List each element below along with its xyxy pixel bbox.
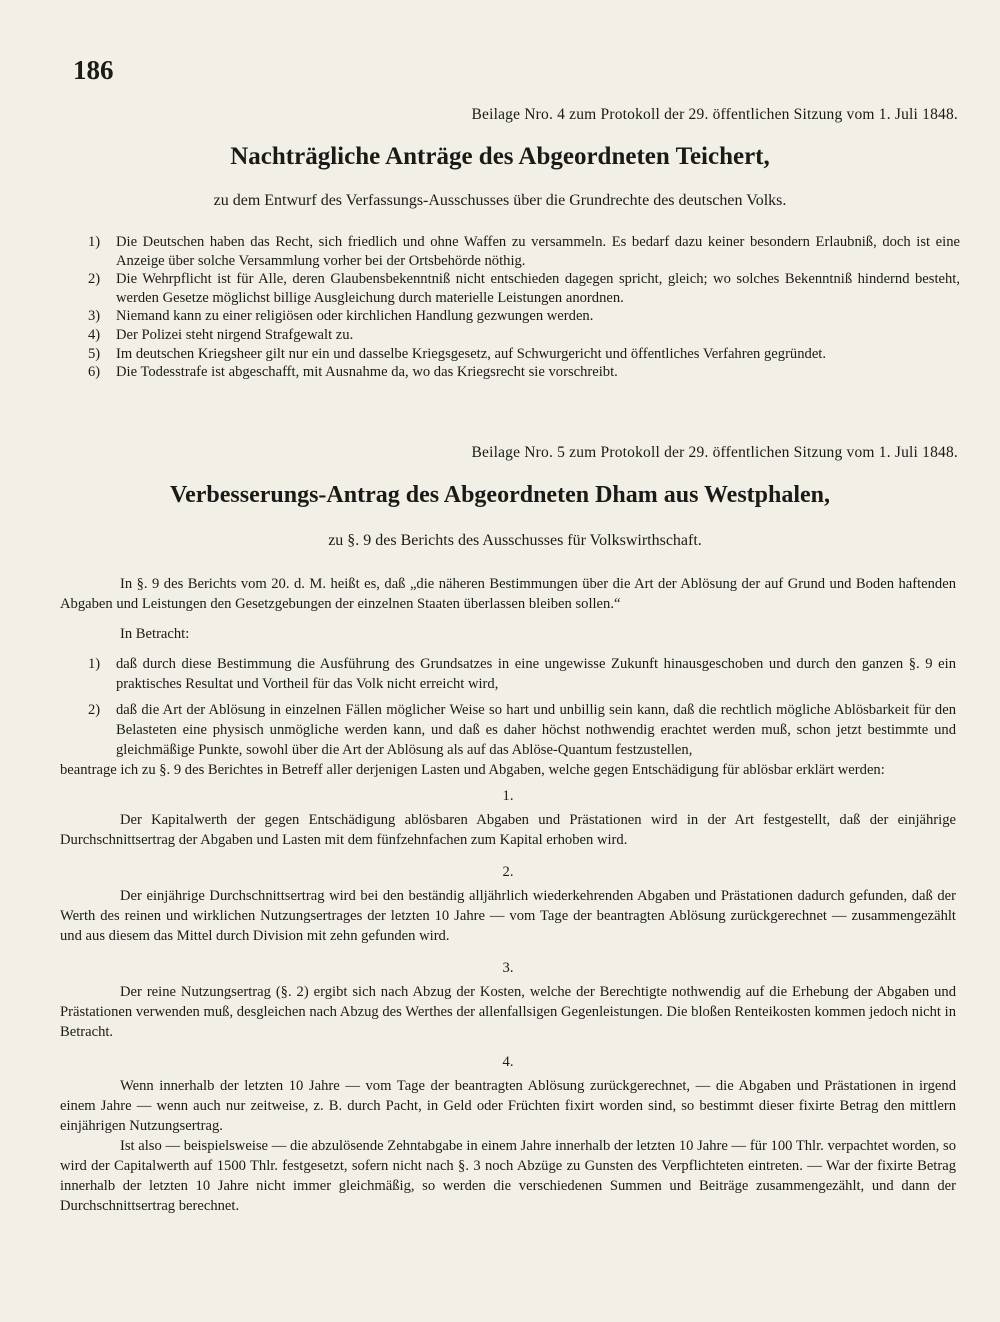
section-paragraph: Ist also — beispielsweise — die abzulösende Zehntabgabe in einem Jahre innerhalb der letzten 10 Jahre — für 100 Thlr. verpachtet worden, so wird der Capitalwerth auf 1500 Thlr. festgesetzt, sofern nicht nach §. 3 noch Abzüge zu Gunsten des Verpflichteten eintreten. — War der fixirte Betrag innerhalb der letzten 10 Jahre nicht immer gleichmäßig, so werden die verschiedenen Summen und Beiträge zusammengezählt, und dann der Durchschnittsertrag berechnet. [60, 1138, 956, 1214]
in-betracht-label: In Betracht: [120, 626, 190, 642]
subtitle-dham: zu §. 9 des Berichts des Ausschusses für Volkswirthschaft. [328, 532, 702, 549]
teichert-antraege-list [88, 233, 960, 382]
section-number: 3. [502, 960, 514, 976]
section-3 [60, 958, 956, 1042]
title-teichert: Nachträgliche Anträge des Abgeordneten Teichert, [230, 143, 770, 170]
subtitle-teichert: zu dem Entwurf des Verfassungs-Ausschusses über die Grundrechte des deutschen Volks. [213, 192, 787, 209]
list-item: 2) Die Wehrpflicht ist für Alle, deren Glaubensbekenntniß nicht entschieden dagegen spricht, gleich; wo solches Bekenntniß hindernd besteht, werden Gesetze möglichst billige Ausgleichung durch materielle Leistungen anordnen. [88, 271, 960, 306]
list-item: 4) Der Polizei steht nirgend Strafgewalt zu. [88, 326, 354, 343]
section-4 [60, 1052, 956, 1216]
section-2 [60, 862, 956, 946]
section-paragraph: Der Kapitalwerth der gegen Entschädigung ablösbaren Abgaben und Prästationen wird in der Art festgestellt, daß der einjährige Durchschnittsertrag der Abgaben und Lasten mit dem fünfzehnfachen zum Kapital erhoben wird. [60, 812, 956, 848]
list-item: 1) daß durch diese Bestimmung die Ausführung des Grundsatzes in eine ungewisse Zukunft hinausgeschoben und durch den ganzen §. 9 ein praktisches Resultat und Vortheil für das Volk nicht erreicht wird, [88, 656, 956, 692]
beilage-4-header: Beilage Nro. 4 zum Protokoll der 29. öffentlichen Sitzung vom 1. Juli 1848. [471, 106, 958, 123]
beilage-5-header: Beilage Nro. 5 zum Protokoll der 29. öffentlichen Sitzung vom 1. Juli 1848. [471, 444, 958, 461]
list-item: 5) Im deutschen Kriegsheer gilt nur ein und dasselbe Kriegsgesetz, auf Schwurgericht und öffentliches Verfahren gegründet. [88, 345, 827, 362]
beantrage-paragraph: beantrage ich zu §. 9 des Berichtes in Betreff aller derjenigen Lasten und Abgaben, welche gegen Entschädigung für ablösbar erklärt werden: [60, 762, 885, 778]
section-1 [60, 786, 956, 850]
intro-paragraph: In §. 9 des Berichts vom 20. d. M. heißt es, daß „die näheren Bestimmungen über die Art der Ablösung der auf Grund und Boden haftenden Abgaben und Leistungen den Gesetzgebungen der einzelnen Staaten überlassen bleiben sollen.“ [60, 576, 956, 612]
dham-antrag-body [60, 574, 956, 1216]
list-item: 1) Die Deutschen haben das Recht, sich friedlich und ohne Waffen zu versammeln. Es bedarf dazu keiner besondern Erlaubniß, doch ist eine Anzeige über solche Versammlung vorher bei der Ortsbehörde nöthig. [88, 234, 960, 269]
list-item: 2) daß die Art der Ablösung in einzelnen Fällen möglicher Weise so hart und unbillig sein kann, daß die rechtlich mögliche Ablösbarkeit für den Belasteten eine physisch unmögliche werden kann, und daß es daher höchst nothwendig erachtet werden muß, schon jetzt bestimmte und gleichmäßige Punkte, sowohl über die Art der Ablösung als auf das Ablöse-Quantum festzustellen, [88, 702, 956, 758]
list-item: 6) Die Todesstrafe ist abgeschafft, mit Ausnahme da, wo das Kriegsrecht sie vorschreibt. [88, 364, 618, 381]
section-paragraph: Der einjährige Durchschnittsertrag wird bei den beständig alljährlich wiederkehrenden Abgaben und Prästationen dadurch gefunden, daß der Werth des reinen und wirklichen Nutzungsertrages der letzten 10 Jahre — vom Tage der beantragten Ablösung zurückgerechnet — zusammengezählt und aus diesem das Mittel durch Division mit zehn gefunden wird. [60, 888, 956, 944]
list-item: 3) Niemand kann zu einer religiösen oder kirchlichen Handlung gezwungen werden. [88, 308, 594, 325]
section-paragraph: Wenn innerhalb der letzten 10 Jahre — vom Tage der beantragten Ablösung zurückgerechnet, — die Abgaben und Prästationen in irgend einem Jahre — wenn auch nur zeitweise, z. B. durch Pacht, in Geld oder Früchten fixirt worden sind, so bestimmt dieser fixirte Betrag den mittlern einjährigen Nutzungsertrag. [60, 1078, 956, 1134]
title-dham: Verbesserungs-Antrag des Abgeordneten Dham aus Westphalen, [169, 482, 831, 508]
page-number: 186 [73, 55, 114, 85]
section-number: 1. [502, 788, 514, 804]
section-paragraph: Der reine Nutzungsertrag (§. 2) ergibt sich nach Abzug der Kosten, welche der Berechtigte nothwendig auf die Erhebung der Abgaben und Prästationen verwenden muß, desgleichen nach Abzug des Werthes der allenfallsigen Gegenleistungen. Die bloßen Renteikosten kommen jedoch nicht in Betracht. [60, 984, 956, 1040]
section-number: 2. [502, 864, 514, 880]
betracht-list [60, 654, 956, 760]
section-number: 4. [502, 1054, 514, 1070]
